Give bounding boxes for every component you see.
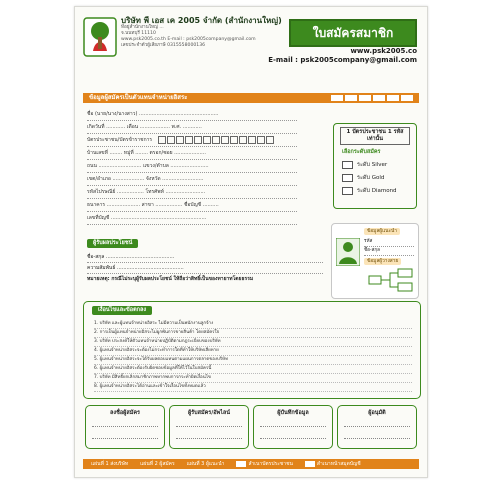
term-item: 3. บริษัท ประสงค์ให้ตัวแทนจำหน่ายปฏิบัติตามกฎระเบียบของบริษัท bbox=[94, 338, 412, 347]
checkbox-gold[interactable] bbox=[342, 174, 353, 182]
website-text: www.psk2005.co bbox=[350, 47, 417, 55]
terms-panel bbox=[83, 301, 421, 399]
company-logo-icon bbox=[83, 17, 117, 57]
field-district[interactable]: เขต/อำเภอ .................... จังหวัด .......................... bbox=[87, 174, 297, 186]
term-item: 5. ผู้แทนจำหน่ายอิสระจะได้รับผลตอบแทนตามแผนการตลาดของบริษัท bbox=[94, 356, 412, 365]
option-silver[interactable]: ระดับ Silver bbox=[342, 161, 408, 169]
org-tree-icon bbox=[368, 268, 414, 292]
term-item: 7. บริษัท มีสิทธิ์ยกเลิกสมาชิกภาพหากพบการกระทำผิดเงื่อนไข bbox=[94, 374, 412, 383]
beneficiary-note: หมายเหตุ: กรณีไม่ระบุผู้รับผลประโยชน์ ให้ถือว่าสิทธิ์เป็นของทายาทโดยธรรม bbox=[87, 276, 254, 282]
footer-attach-id[interactable]: สำเนาบัตรประชาชน bbox=[236, 459, 292, 469]
company-web: www.psk2005.co.th E-mail : psk2005company@gmail.com bbox=[121, 37, 256, 42]
field-id-card[interactable] bbox=[87, 135, 297, 147]
beneficiary-name[interactable]: ชื่อ-สกุล ........................................... bbox=[87, 252, 323, 263]
signature-row bbox=[85, 405, 417, 449]
term-item: 1. บริษัท และผู้แทนจำหน่ายอิสระ ไม่มีความเป็นพนักงานลูกจ้าง bbox=[94, 320, 412, 329]
footer-copy-1: แผ่นที่ 1 ส่งบริษัท bbox=[91, 461, 129, 467]
company-address-1: ที่อยู่สำนักงานใหญ่ ... bbox=[121, 25, 164, 30]
banner-title: ข้อมูลผู้สมัครเป็นตัวแทนจำหน่ายอิสระ bbox=[89, 94, 188, 101]
field-birthdate[interactable]: เกิดวันที่ ............ เดือน ................... พ.ศ. ............ bbox=[87, 122, 297, 134]
id-card-digit-boxes[interactable] bbox=[158, 136, 274, 144]
company-address-2: จ.นนทบุรี 11110 bbox=[121, 31, 156, 36]
person-icon bbox=[336, 238, 360, 266]
signature-approver[interactable]: ผู้อนุมัติ bbox=[337, 405, 417, 449]
email-text: E-mail : psk2005company@gmail.com bbox=[268, 56, 417, 64]
field-address[interactable]: บ้านเลขที่ ........ หมู่ที่ ........ ตรอก/ซอย .................... bbox=[87, 148, 297, 160]
member-id-boxes bbox=[331, 95, 413, 101]
signature-applicant[interactable]: ลงชื่อผู้สมัคร bbox=[85, 405, 165, 449]
option-gold[interactable]: ระดับ Gold bbox=[342, 174, 408, 182]
field-account-no[interactable]: เลขที่บัญชี ............................................................ bbox=[87, 213, 297, 225]
field-bank[interactable]: ธนาคาร ..................... สาขา ................. ชื่อบัญชี .......... bbox=[87, 200, 297, 212]
recommender-id[interactable]: รหัส bbox=[364, 238, 414, 247]
term-item: 8. ผู้แทนจำหน่ายอิสระได้อ่านและเข้าใจเงื่อนไขทั้งหมดแล้ว bbox=[94, 383, 412, 392]
beneficiary-fields bbox=[87, 252, 323, 283]
member-level-box bbox=[333, 123, 417, 209]
checkbox-silver[interactable] bbox=[342, 161, 353, 169]
signature-receiver[interactable]: ผู้รับสมัคร/อัพไลน์ bbox=[169, 405, 249, 449]
recommender-fields bbox=[364, 238, 414, 256]
footer-copy-3: แผ่นที่ 3 ผู้แนะนำ bbox=[186, 461, 225, 467]
copy-distribution-footer bbox=[83, 459, 419, 469]
term-item: 4. ผู้แทนจำหน่ายอิสระจะต้องไม่กระทำการใดที่ทำให้บริษัทเสียหาย bbox=[94, 347, 412, 356]
field-road[interactable]: ถนน ........................... แขวง/ตำบล ........................ bbox=[87, 161, 297, 173]
footer-attach-bank[interactable]: สำเนาหน้าสมุดบัญชี bbox=[305, 459, 361, 469]
sponsor-panel bbox=[331, 223, 419, 299]
terms-header: เงื่อนไขและข้อตกลง bbox=[92, 306, 152, 315]
option-diamond[interactable]: ระดับ Diamond bbox=[342, 187, 408, 195]
recommender-label: ข้อมูลผู้แนะนำ bbox=[364, 228, 400, 235]
company-name: บริษัท พี เอส เค 2005 จำกัด (สำนักงานใหญ่) bbox=[121, 16, 282, 25]
terms-list bbox=[94, 320, 412, 392]
applicant-section-banner bbox=[83, 93, 419, 103]
footer-copy-2: แผ่นที่ 2 ผู้สมัคร bbox=[140, 461, 175, 467]
field-id-card-label: บัตรประชาชน/บัตรข้าราชการ bbox=[87, 137, 153, 143]
recommender-name[interactable]: ชื่อ-สกุล bbox=[364, 247, 414, 256]
member-category-label: เลือกระดับสมัคร bbox=[342, 149, 381, 155]
member-box-header: 1 บัตรประชาชน 1 รหัสเท่านั้น bbox=[340, 127, 410, 145]
term-item: 2. การเป็นผู้แทนจำหน่ายอิสระไม่ผูกพันการขายสินค้า โดยสมัครใจ bbox=[94, 329, 412, 338]
company-header bbox=[121, 17, 301, 49]
company-tax-id: เลขประจำตัวผู้เสียภาษี 0315558000136 bbox=[121, 43, 206, 48]
upline-label: ข้อมูลผู้วางสาย bbox=[364, 258, 401, 265]
beneficiary-header: ผู้รับผลประโยชน์ bbox=[87, 239, 138, 248]
application-form-sheet bbox=[74, 6, 428, 478]
term-item: 6. ผู้แทนจำหน่ายอิสระต้องรับผิดชอบข้อมูลที่ให้ไว้ในใบสมัครนี้ bbox=[94, 365, 412, 374]
contact-block bbox=[268, 47, 417, 65]
applicant-fields bbox=[87, 109, 297, 226]
field-name[interactable]: ชื่อ (นาย/นาง/นางสาว) .................................................. bbox=[87, 109, 297, 121]
checkbox-diamond[interactable] bbox=[342, 187, 353, 195]
signature-recorder[interactable]: ผู้บันทึกข้อมูล bbox=[253, 405, 333, 449]
beneficiary-relation[interactable]: ความสัมพันธ์ .......................................... bbox=[87, 263, 323, 274]
form-title: ใบสมัครสมาชิก bbox=[289, 19, 417, 47]
field-postcode[interactable]: รหัสไปรษณีย์ ................. โทรศัพท์ ......................... bbox=[87, 187, 297, 199]
